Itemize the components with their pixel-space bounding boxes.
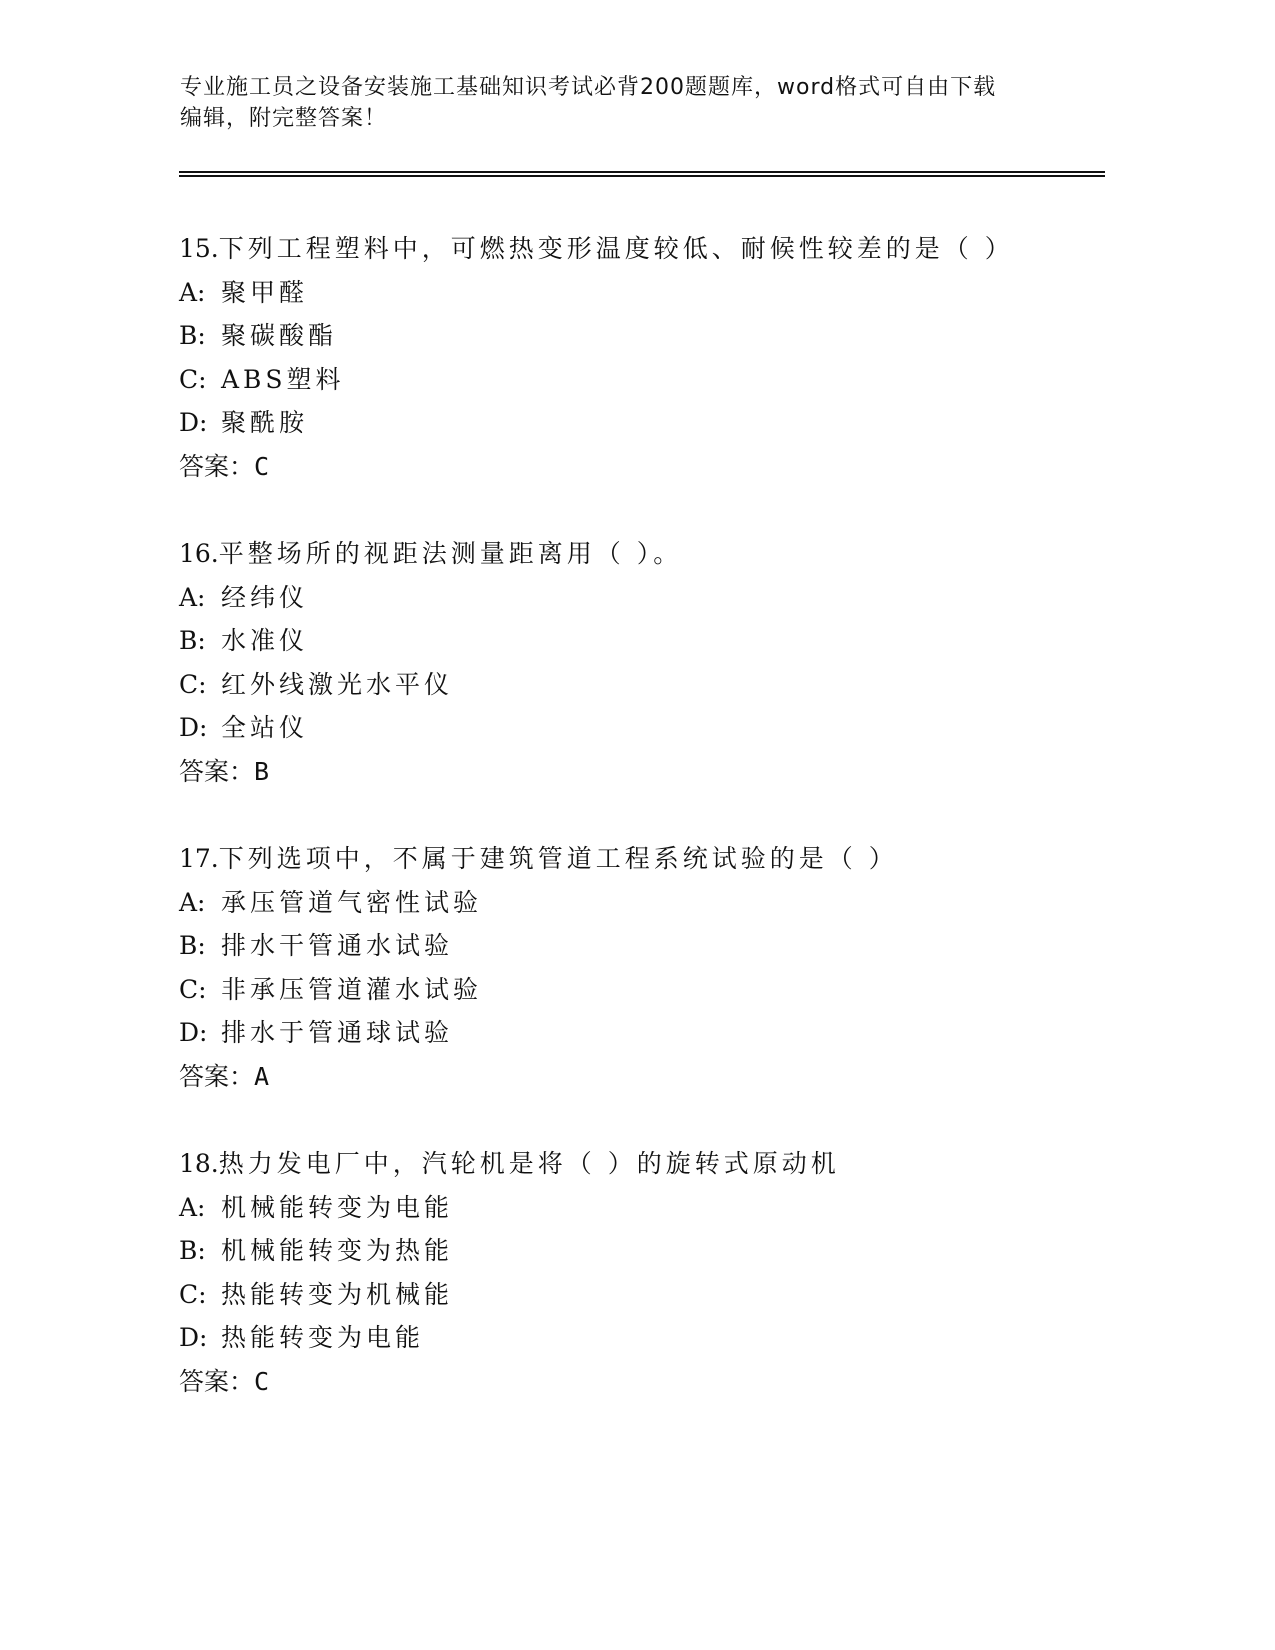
option-c <box>179 968 1119 1012</box>
option-text: 排水干管通水试验 <box>221 931 454 960</box>
option-letter: B: <box>179 931 206 960</box>
question-number: 17. <box>179 844 219 873</box>
option-text: 非承压管道灌水试验 <box>221 974 483 1004</box>
option-letter: D: <box>179 1323 208 1352</box>
question-text: 平整场所的视距法测量距离用（ ）。 <box>218 539 683 568</box>
answer <box>179 750 1119 794</box>
option-b <box>179 619 1119 663</box>
option-letter: B: <box>179 1236 206 1265</box>
question-stem <box>179 227 1119 271</box>
option-text: ABS塑料 <box>221 364 345 394</box>
option-text: 聚酰胺 <box>221 408 309 437</box>
option-d <box>179 706 1119 750</box>
answer-label: 答案： <box>179 756 255 786</box>
option-c <box>179 663 1119 707</box>
header-divider-top <box>179 171 1105 173</box>
question-number: 18. <box>179 1149 219 1178</box>
option-letter: D: <box>179 408 208 437</box>
question-stem <box>179 1142 1119 1186</box>
option-letter: B: <box>179 626 206 655</box>
question-list <box>179 227 1119 1447</box>
question-stem <box>179 837 1119 881</box>
question-18 <box>179 1142 1119 1447</box>
header-title-line-2: 编辑，附完整答案！ <box>180 106 388 131</box>
question-16 <box>179 532 1119 837</box>
option-c <box>179 358 1119 402</box>
option-letter: A: <box>179 1192 206 1222</box>
option-text: 机械能转变为电能 <box>221 1192 454 1222</box>
option-text: 机械能转变为热能 <box>221 1236 454 1265</box>
option-text: 热能转变为电能 <box>221 1323 425 1352</box>
option-text: 排水于管通球试验 <box>221 1018 454 1047</box>
option-letter: A: <box>179 582 206 612</box>
answer-label: 答案： <box>179 1366 255 1396</box>
option-letter: C: <box>179 364 207 394</box>
answer-label: 答案： <box>179 1061 255 1091</box>
option-d <box>179 1316 1119 1360</box>
option-letter: C: <box>179 1279 207 1309</box>
option-a <box>179 271 1119 315</box>
option-d <box>179 401 1119 445</box>
answer-value: A <box>254 1061 270 1091</box>
option-b <box>179 314 1119 358</box>
question-number: 15. <box>179 234 219 263</box>
header-divider-bottom <box>179 175 1105 177</box>
option-letter: C: <box>179 669 207 699</box>
option-b <box>179 924 1119 968</box>
option-c <box>179 1273 1119 1317</box>
option-text: 聚甲醛 <box>221 277 309 307</box>
option-a <box>179 576 1119 620</box>
question-17 <box>179 837 1119 1142</box>
option-text: 全站仪 <box>221 713 309 742</box>
option-text: 经纬仪 <box>221 582 309 612</box>
option-text: 红外线激光水平仪 <box>221 669 454 699</box>
question-stem <box>179 532 1119 576</box>
answer <box>179 1055 1119 1099</box>
option-d <box>179 1011 1119 1055</box>
option-letter: B: <box>179 321 206 350</box>
option-text: 承压管道气密性试验 <box>221 887 483 917</box>
answer <box>179 1360 1119 1404</box>
question-text: 下列工程塑料中，可燃热变形温度较低、耐候性较差的是（ ） <box>218 234 1014 263</box>
answer-label: 答案： <box>179 451 255 481</box>
answer-value: B <box>254 756 270 786</box>
document-header <box>180 72 1050 134</box>
answer <box>179 445 1119 489</box>
option-b <box>179 1229 1119 1273</box>
question-15 <box>179 227 1119 532</box>
answer-value: C <box>254 1366 270 1396</box>
question-text: 热力发电厂中，汽轮机是将（ ）的旋转式原动机 <box>218 1149 840 1178</box>
option-text: 热能转变为机械能 <box>221 1279 454 1309</box>
option-letter: D: <box>179 1018 208 1047</box>
option-letter: C: <box>179 974 207 1004</box>
option-a <box>179 1186 1119 1230</box>
answer-value: C <box>254 451 270 481</box>
question-number: 16. <box>179 539 219 568</box>
option-letter: A: <box>179 277 206 307</box>
option-a <box>179 881 1119 925</box>
option-letter: A: <box>179 887 206 917</box>
option-letter: D: <box>179 713 208 742</box>
question-text: 下列选项中，不属于建筑管道工程系统试验的是（ ） <box>218 844 898 873</box>
option-text: 水准仪 <box>221 626 309 655</box>
header-title-line-1: 专业施工员之设备安装施工基础知识考试必背200题题库，word格式可自由下载 <box>180 75 997 100</box>
option-text: 聚碳酸酯 <box>221 321 338 350</box>
